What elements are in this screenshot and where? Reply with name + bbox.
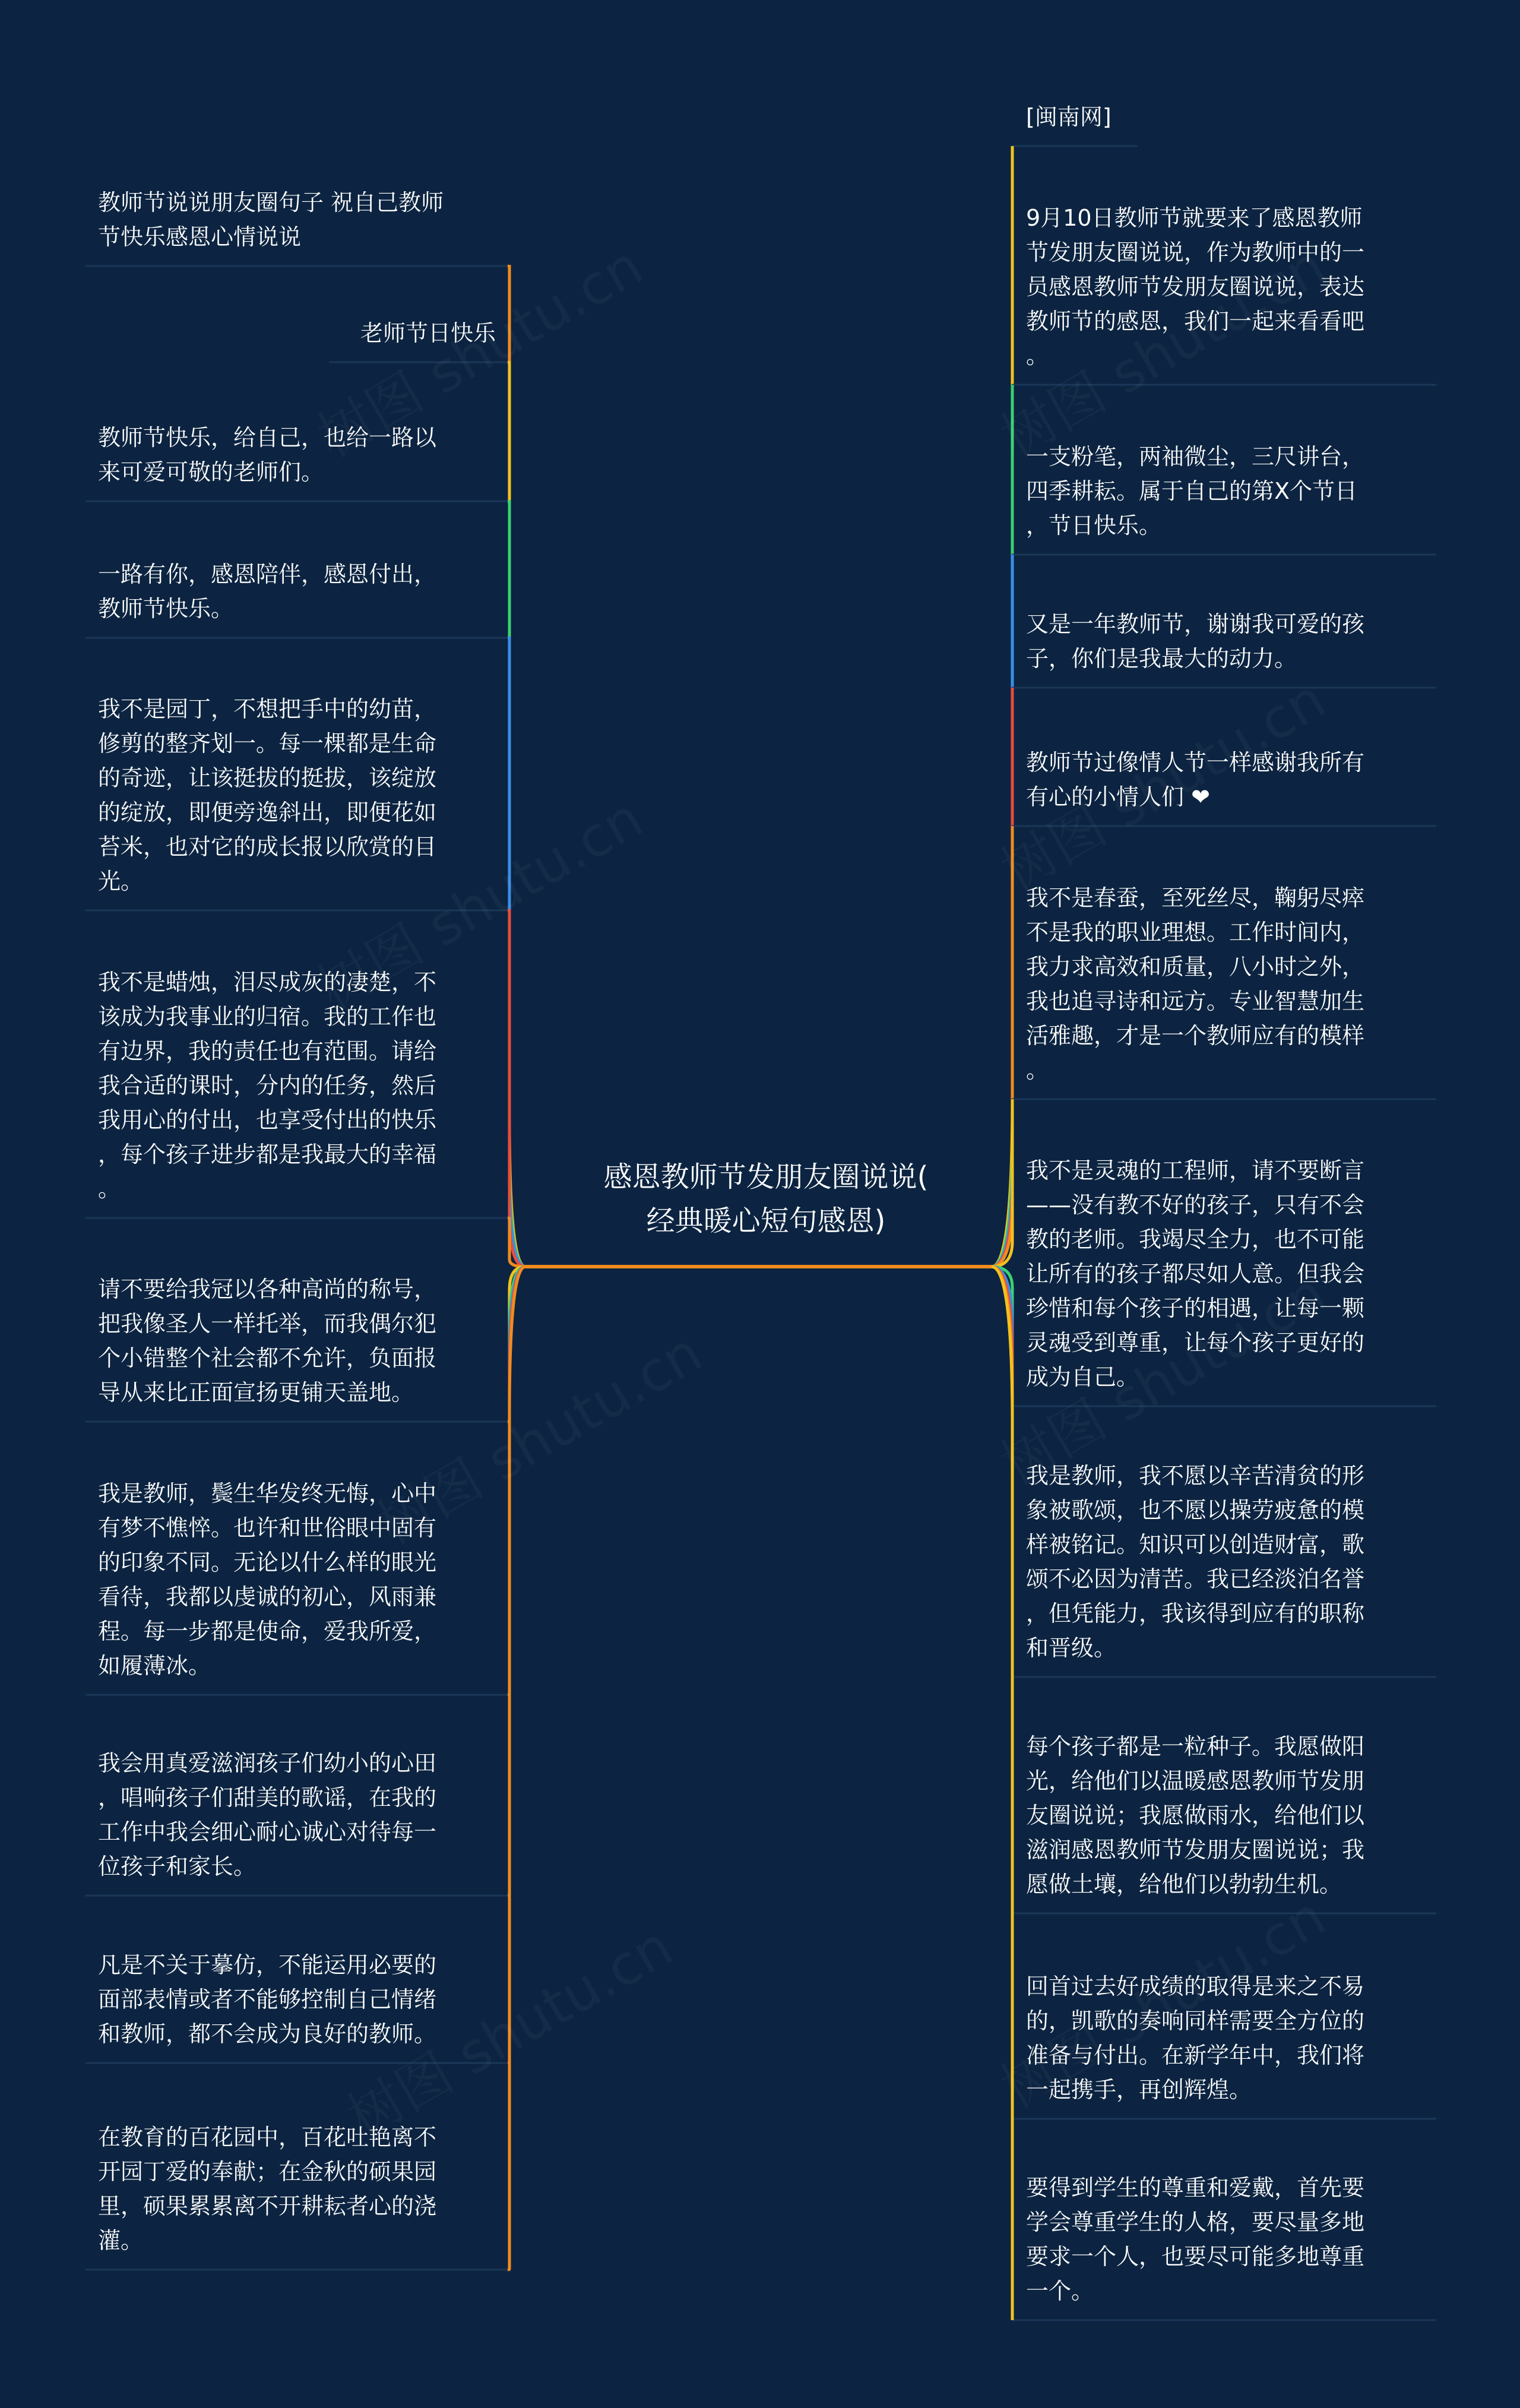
right-node-9[interactable]: 每个孩子都是一粒种子。我愿做阳 光，给他们以温暖感恩教师节发朋 友圈说说；我愿做雨水，给他们以 滋润感恩教师节发朋友圈说说；我 愿做土壤，给他们以勃勃生机。 [1026,1733,1365,1897]
left-node-1[interactable]: 教师节说说朋友圈句子 祝自己教师 节快乐感恩心情说说 [98,189,444,250]
center-topic[interactable]: 感恩教师节发朋友圈说说( 经典暖心短句感恩) [603,1160,929,1238]
right-node-5[interactable]: 教师节过像情人节一样感谢我所有 有心的小情人们 ❤ [1026,749,1365,810]
right-node-1[interactable]: [闽南网] [1026,104,1112,130]
right-node-8[interactable]: 我是教师，我不愿以辛苦清贫的形 象被歌颂，也不愿以操劳疲惫的模 样被铭记。知识可以创造财富，歌 颂不必因为清苦。我已经淡泊名誉 ，但凭能力，我该得到应有的职称 和晋级。 [1026,1463,1365,1661]
right-branch-3 [992,555,1012,1267]
left-node-3[interactable]: 教师节快乐，给自己，也给一路以 来可爱可敬的老师们。 [98,425,437,485]
right-node-2[interactable]: 9月10日教师节就要来了感恩教师 节发朋友圈说说，作为教师中的一 员感恩教师节发朋友圈说说，表达 教师节的感恩，我们一起来看看吧 。 [1026,205,1365,369]
left-node-2[interactable]: 老师节日快乐 [360,320,496,346]
right-node-10[interactable]: 回首过去好成绩的取得是来之不易 的，凯歌的奏响同样需要全方位的 准备与付出。在新学年中，我们将 一起携手，再创辉煌。 [1026,1973,1365,2103]
right-node-7[interactable]: 我不是灵魂的工程师，请不要断言 ——没有教不好的孩子，只有不会 教的老师。我竭尽全力，也不可能 让所有的孩子都尽如人意。但我会 珍惜和每个孩子的相遇，让每一颗 灵魂受到尊重，让每个孩子更好的 成为自己。 [1026,1157,1365,1390]
right-branch-1 [992,146,1012,1267]
left-branch-5 [508,909,525,1267]
left-node-4[interactable]: 一路有你，感恩陪伴，感恩付出， 教师节快乐。 [98,561,437,622]
right-branch-9 [992,1267,1012,1913]
left-node-5[interactable]: 我不是园丁，不想把手中的幼苗， 修剪的整齐划一。每一棵都是生命 的奇迹，让该挺拔的挺拔，该绽放 的绽放，即便旁逸斜出，即便花如 苔米，也对它的成长报以欣赏的目 光。 [98,696,437,894]
right-branch-10 [992,1267,1012,2119]
left-node-10[interactable]: 凡是不关于摹仿，不能运用必要的 面部表情或者不能够控制自己情绪 和教师，都不会成为良好的教师。 [98,1952,437,2047]
left-node-11[interactable]: 在教育的百花园中，百花吐艳离不 开园丁爱的奉献；在金秋的硕果园 里，硕果累累离不开耕耘者心的浇 灌。 [98,2124,437,2254]
left-node-7[interactable]: 请不要给我冠以各种高尚的称号， 把我像圣人一样托举，而我偶尔犯 个小错整个社会都不允许，负面报 导从来比正面宣扬更铺天盖地。 [98,1276,437,1406]
right-node-3[interactable]: 一支粉笔，两袖微尘，三尺讲台， 四季耕耘。属于自己的第X个节日 ，节日快乐。 [1026,444,1365,539]
right-node-6[interactable]: 我不是春蚕，至死丝尽，鞠躬尽瘁 不是我的职业理想。工作时间内， 我力求高效和质量，八小时之外， 我也追寻诗和远方。专业智慧加生 活雅趣，才是一个教师应有的模样 。 [1026,885,1365,1083]
left-node-8[interactable]: 我是教师，鬓生华发终无悔，心中 有梦不憔悴。也许和世俗眼中固有 的印象不同。无论以什么样的眼光 看待，我都以虔诚的初心，风雨兼 程。每一步都是使命，爱我所爱， 如履薄冰。 [98,1480,437,1679]
right-node-11[interactable]: 要得到学生的尊重和爱戴，首先要 学会尊重学生的人格，要尽量多地 要求一个人，也要尽可能多地尊重 一个。 [1026,2175,1365,2304]
left-node-6[interactable]: 我不是蜡烛，泪尽成灰的凄楚，不 该成为我事业的归宿。我的工作也 有边界，我的责任也有范围。请给 我合适的课时，分内的任务，然后 我用心的付出，也享受付出的快乐 ，每个孩子进步都是我最大的幸福 。 [98,969,437,1202]
left-node-9[interactable]: 我会用真爱滋润孩子们幼小的心田 ，唱响孩子们甜美的歌谣，在我的 工作中我会细心耐心诚心对待每一 位孩子和家长。 [98,1750,437,1879]
right-node-4[interactable]: 又是一年教师节，谢谢我可爱的孩 子，你们是我最大的动力。 [1026,611,1365,672]
